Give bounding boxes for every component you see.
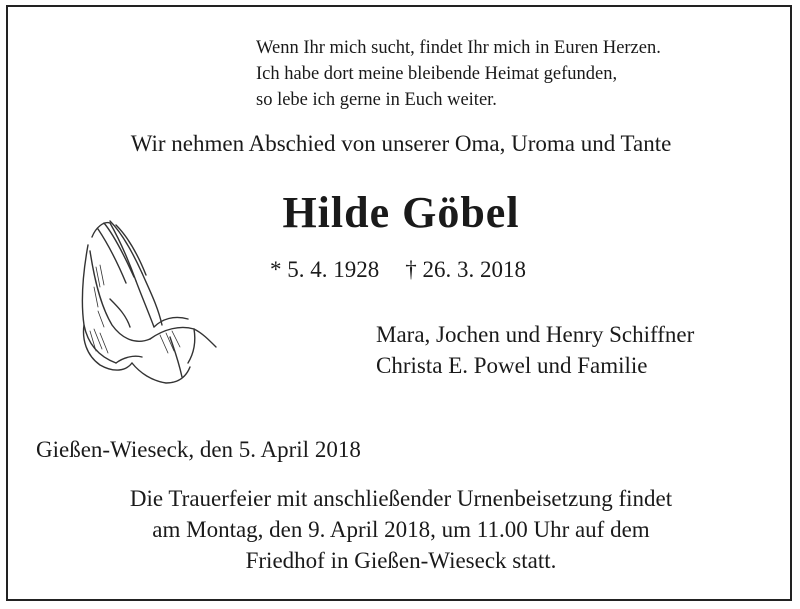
poem-line: Wenn Ihr mich sucht, findet Ihr mich in Euren Herzen.	[256, 38, 661, 58]
service-line: Die Trauerfeier mit anschließender Urnenbeisetzung findet	[129, 486, 673, 511]
birth-date: * 5. 4. 1928	[270, 257, 380, 282]
service-line: am Montag, den 9. April 2018, um 11.00 Uhr auf dem	[152, 517, 650, 542]
place-date: Gießen-Wieseck, den 5. April 2018	[36, 437, 361, 462]
funeral-service-info	[8, 483, 794, 576]
poem	[256, 35, 776, 113]
obituary-notice	[6, 5, 792, 601]
service-line: Friedhof in Gießen-Wieseck statt.	[245, 548, 557, 573]
mourner-line: Mara, Jochen und Henry Schiffner	[376, 322, 695, 347]
mourners	[376, 319, 776, 381]
praying-hands-icon	[70, 207, 220, 387]
deceased-name: Hilde Göbel	[282, 188, 520, 237]
poem-line: Ich habe dort meine bleibende Heimat gefunden,	[256, 64, 618, 84]
mourner-line: Christa E. Powel und Familie	[376, 353, 648, 378]
farewell-line: Wir nehmen Abschied von unserer Oma, Uroma und Tante	[130, 131, 672, 156]
poem-line: so lebe ich gerne in Euch weiter.	[256, 90, 497, 110]
death-date: † 26. 3. 2018	[405, 257, 526, 282]
life-dates	[270, 257, 630, 283]
